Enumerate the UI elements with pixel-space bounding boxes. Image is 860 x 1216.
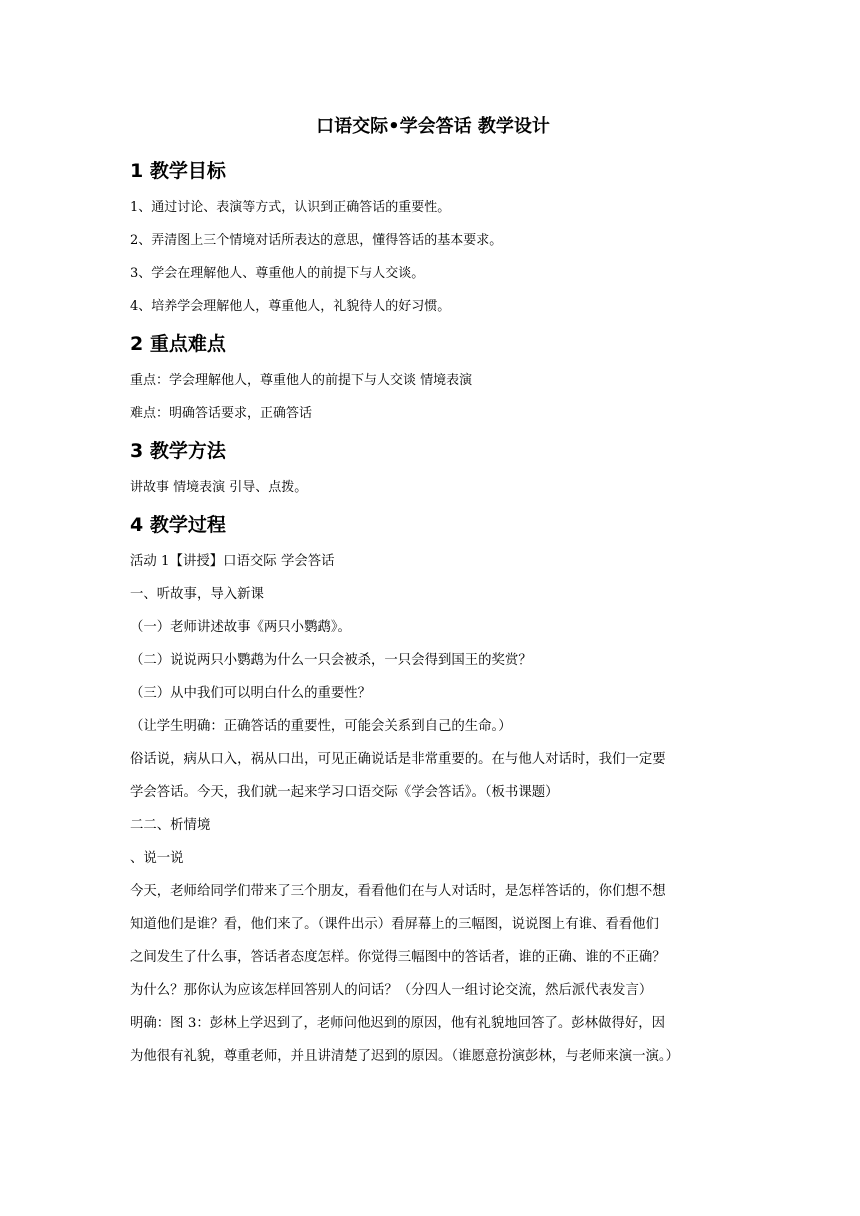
section-heading-key-points: 2 重点难点 bbox=[130, 333, 226, 355]
process-line: 之间发生了什么事，答话者态度怎样。你觉得三幅图中的答话者，谁的正确、谁的不正确？ bbox=[130, 950, 666, 965]
objective-item: 2、弄清图上三个情境对话所表达的意思，懂得答话的基本要求。 bbox=[130, 233, 503, 248]
objective-item: 3、学会在理解他人、尊重他人的前提下与人交谈。 bbox=[130, 266, 425, 281]
key-point-item: 难点：明确答话要求，正确答话 bbox=[130, 406, 313, 421]
process-line: 为什么？那你认为应该怎样回答别人的问话？（分四人一组讨论交流，然后派代表发言） bbox=[130, 983, 653, 998]
process-line: 为他很有礼貌，尊重老师，并且讲清楚了迟到的原因。（谁愿意扮演彭林，与老师来演一演。） bbox=[130, 1049, 680, 1064]
process-line: 今天，老师给同学们带来了三个朋友，看看他们在与人对话时，是怎样答话的，你们想不想 bbox=[130, 884, 666, 899]
document-title: 口语交际•学会答话 教学设计 bbox=[316, 116, 550, 137]
process-line: （二）说说两只小鹦鹉为什么一只会被杀，一只会得到国王的奖赏？ bbox=[130, 653, 532, 668]
process-line: 明确：图 3：彭林上学迟到了，老师问他迟到的原因，他有礼貌地回答了。彭林做得好，因 bbox=[130, 1016, 666, 1031]
process-line: （一）老师讲述故事《两只小鹦鹉》。 bbox=[130, 620, 351, 635]
section-heading-objectives: 1 教学目标 bbox=[130, 160, 226, 182]
process-line: 学会答话。今天，我们就一起来学习口语交际《学会答话》。（板书课题） bbox=[130, 785, 559, 800]
method-item: 讲故事 情境表演 引导、点拨。 bbox=[130, 480, 308, 495]
process-line: 活动 1【讲授】口语交际 学会答话 bbox=[130, 554, 335, 569]
document-content bbox=[130, 112, 736, 1079]
process-line: 俗话说，病从口入，祸从口出，可见正确说话是非常重要的。在与他人对话时，我们一定要 bbox=[130, 752, 666, 767]
process-line: 二二、析情境 bbox=[130, 818, 211, 833]
section-heading-process: 4 教学过程 bbox=[130, 514, 226, 536]
process-line: （三）从中我们可以明白什么的重要性？ bbox=[130, 686, 372, 701]
objective-item: 1、通过讨论、表演等方式，认识到正确答话的重要性。 bbox=[130, 200, 451, 215]
section-heading-methods: 3 教学方法 bbox=[130, 440, 226, 462]
process-line: 、说一说 bbox=[130, 851, 184, 866]
process-line: （让学生明确：正确答话的重要性，可能会关系到自己的生命。） bbox=[130, 719, 512, 734]
objective-item: 4、培养学会理解他人，尊重他人，礼貌待人的好习惯。 bbox=[130, 299, 451, 314]
key-point-item: 重点：学会理解他人，尊重他人的前提下与人交谈 情境表演 bbox=[130, 373, 473, 388]
process-line: 一、听故事，导入新课 bbox=[130, 587, 264, 602]
process-line: 知道他们是谁？看，他们来了。（课件出示）看屏幕上的三幅图，说说图上有谁、看看他们 bbox=[130, 917, 659, 932]
